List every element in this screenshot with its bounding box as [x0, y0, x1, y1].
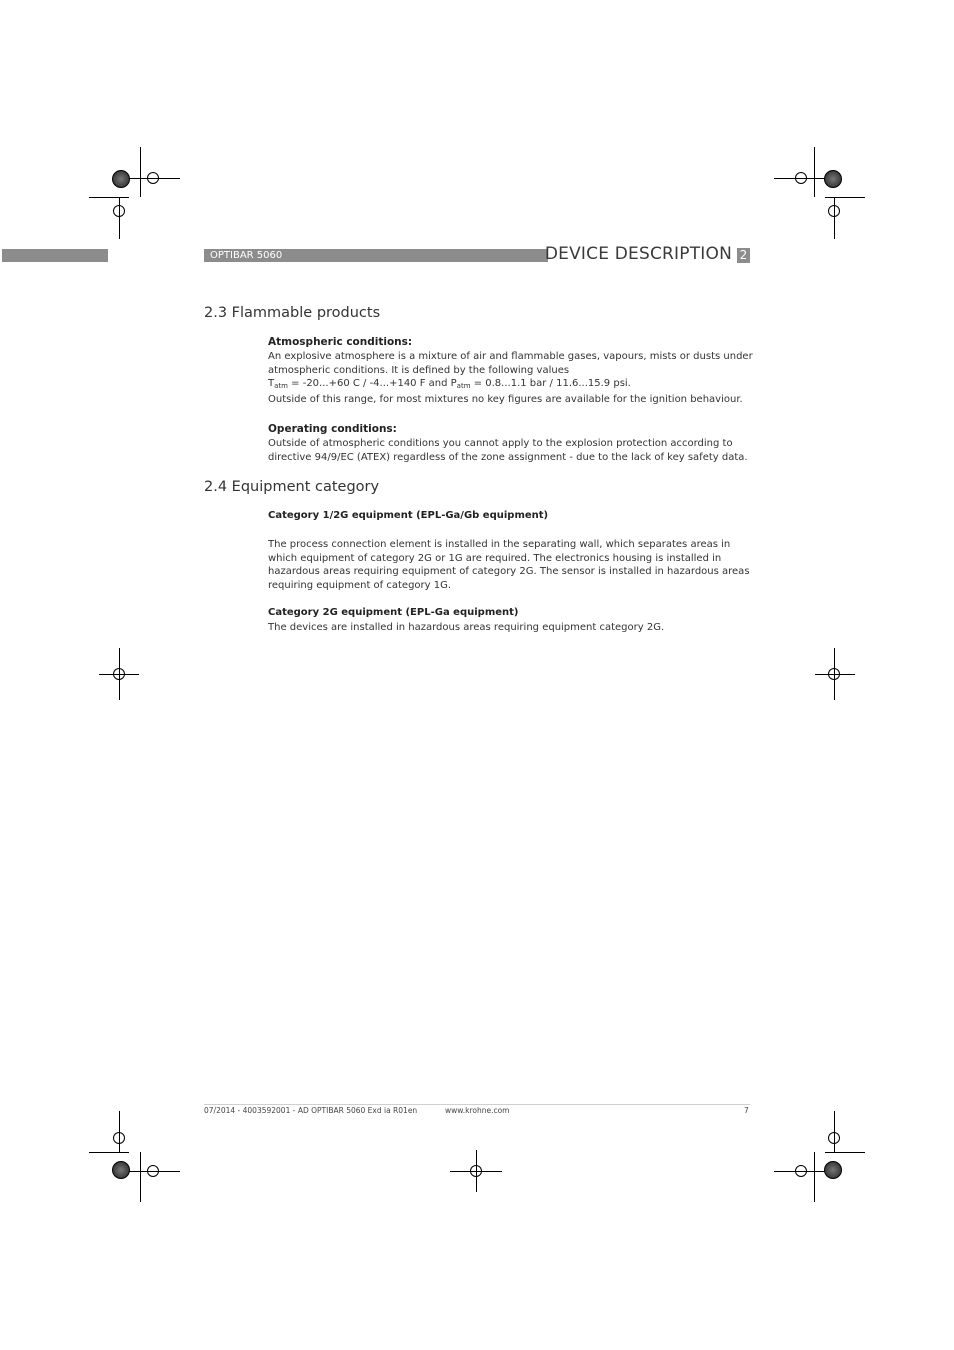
atmospheric-conditions-text: [268, 350, 758, 406]
chapter-title: DEVICE DESCRIPTION: [544, 244, 732, 264]
text-line: directive 94/9/EC (ATEX) regardless of the zone assignment - due to the lack of key safety data.: [268, 451, 748, 463]
text-line: Outside of atmospheric conditions you cannot apply to the explosion protection according to: [268, 438, 733, 449]
color-target-icon: [824, 170, 842, 188]
registration-mark-icon: [795, 1165, 807, 1177]
text-line: atmospheric conditions. It is defined by the following values: [268, 364, 570, 376]
registration-mark-icon: [113, 668, 125, 680]
t-symbol: T: [268, 378, 275, 389]
registration-mark-icon: [113, 1132, 125, 1144]
t-subscript: atm: [274, 382, 288, 390]
registration-mark-icon: [828, 1132, 840, 1144]
p-values: = 0.8...1.1 bar / 11.6...15.9 psi.: [470, 378, 631, 389]
chapter-number: 2: [737, 248, 750, 263]
crop-line: [825, 1152, 865, 1153]
crop-line: [89, 1152, 129, 1153]
header-product-name: OPTIBAR 5060: [210, 250, 283, 261]
registration-mark-icon: [147, 172, 159, 184]
text-line: The devices are installed in hazardous areas requiring equipment category 2G.: [268, 622, 665, 633]
text-line: An explosive atmosphere is a mixture of air and flammable gases, vapours, mists or dusts under: [268, 351, 753, 362]
crop-line: [119, 197, 120, 239]
t-values: = -20...+60 C / -4...+140 F and P: [287, 378, 457, 389]
category-2g-text: [268, 621, 758, 635]
crop-line: [89, 197, 129, 198]
registration-mark-icon: [113, 205, 125, 217]
text-line: Outside of this range, for most mixtures no key figures are available for the ignition behaviour.: [268, 393, 743, 405]
temperature-pressure-line: [268, 377, 758, 391]
p-subscript: atm: [456, 382, 471, 390]
color-target-icon: [112, 170, 130, 188]
header-bar-left: [2, 249, 108, 262]
registration-mark-icon: [147, 1165, 159, 1177]
crop-line: [140, 1152, 141, 1202]
crop-line: [814, 147, 815, 197]
crop-line: [140, 147, 141, 197]
section-heading-2-3: 2.3 Flammable products: [204, 305, 381, 321]
atmospheric-conditions-label: Atmospheric conditions:: [268, 336, 413, 348]
crop-line: [834, 197, 835, 239]
registration-mark-icon: [828, 668, 840, 680]
footer-website: www.krohne.com: [445, 1106, 510, 1115]
text-line: requiring equipment of category 1G.: [268, 579, 452, 591]
category-1-2g-text: [268, 538, 758, 592]
text-line: The process connection element is installed in the separating wall, which separates areas in: [268, 539, 731, 550]
registration-mark-icon: [828, 205, 840, 217]
color-target-icon: [112, 1161, 130, 1179]
text-line: hazardous areas requiring equipment of category 2G. The sensor is installed in hazardous areas: [268, 566, 750, 577]
section-heading-2-4: 2.4 Equipment category: [204, 479, 380, 495]
operating-conditions-text: [268, 437, 758, 464]
page-number: 7: [744, 1106, 749, 1115]
footer-document-id: 07/2014 - 4003592001 - AD OPTIBAR 5060 Exd ia R01en: [204, 1106, 418, 1115]
registration-mark-icon: [795, 172, 807, 184]
crop-line: [825, 197, 865, 198]
footer-rule: [204, 1104, 750, 1105]
color-target-icon: [824, 1161, 842, 1179]
text-line: which equipment of category 2G or 1G are required. The electronics housing is installed in: [268, 552, 722, 564]
crop-line: [814, 1152, 815, 1202]
category-2g-label: Category 2G equipment (EPL-Ga equipment): [268, 607, 519, 618]
operating-conditions-label: Operating conditions:: [268, 423, 397, 435]
category-1-2g-label: Category 1/2G equipment (EPL-Ga/Gb equipment): [268, 510, 549, 521]
registration-mark-icon: [470, 1165, 482, 1177]
